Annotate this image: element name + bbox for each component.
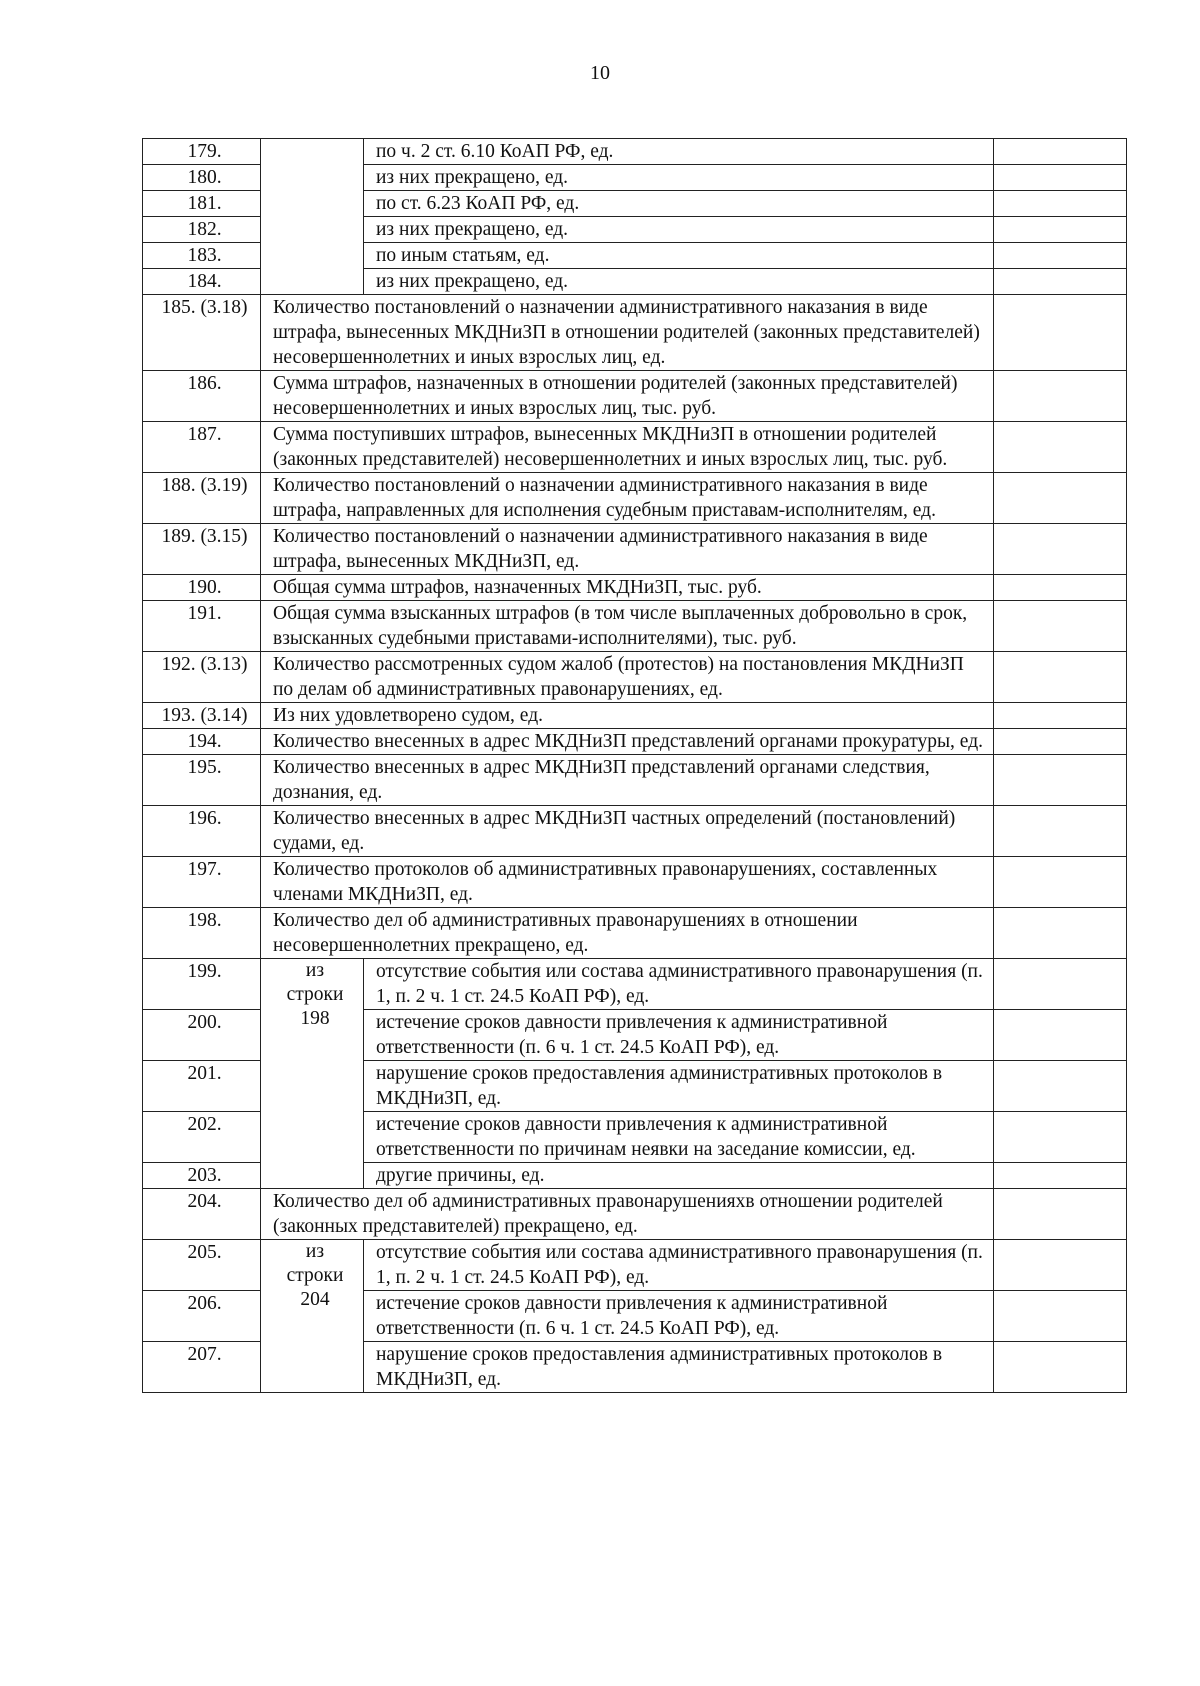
indicator-description: Из них удовлетворено судом, ед. [261, 703, 994, 729]
statistics-table [142, 138, 1127, 1393]
value-cell[interactable] [994, 191, 1127, 217]
row-number: 205. [143, 1240, 261, 1291]
sub-indicator-description: истечение сроков давности привлечения к административной ответственности (п. 6 ч. 1 ст. 24.5 КоАП РФ), ед. [364, 1010, 994, 1061]
table-row [143, 422, 1127, 473]
value-cell[interactable] [994, 1240, 1127, 1291]
table-row [143, 857, 1127, 908]
row-number: 188. (3.19) [143, 473, 261, 524]
value-cell[interactable] [994, 601, 1127, 652]
table-row [143, 806, 1127, 857]
table-row [143, 959, 1127, 1010]
row-number: 189. (3.15) [143, 524, 261, 575]
indicator-description: Сумма поступивших штрафов, вынесенных МКДНиЗП в отношении родителей (законных представителей) несовершеннолетних и иных взрослых лиц, тыс. руб. [261, 422, 994, 473]
value-cell[interactable] [994, 217, 1127, 243]
value-cell[interactable] [994, 575, 1127, 601]
value-cell[interactable] [994, 908, 1127, 959]
indicator-description: Количество дел об административных правонарушенияхв отношении родителей (законных представителей) прекращено, ед. [261, 1189, 994, 1240]
value-cell[interactable] [994, 371, 1127, 422]
value-cell[interactable] [994, 1163, 1127, 1189]
value-cell[interactable] [994, 652, 1127, 703]
value-cell[interactable] [994, 755, 1127, 806]
row-number: 184. [143, 269, 261, 295]
table-row [143, 295, 1127, 371]
table-row [143, 908, 1127, 959]
value-cell[interactable] [994, 295, 1127, 371]
indicator-description: Количество постановлений о назначении административного наказания в виде штрафа, вынесенных МКДНиЗП в отношении родителей (законных представителей) несовершеннолетних и иных взрослых лиц, ед. [261, 295, 994, 371]
indicator-description: Количество дел об административных правонарушениях в отношении несовершеннолетних прекращено, ед. [261, 908, 994, 959]
row-number: 193. (3.14) [143, 703, 261, 729]
table-row [143, 1240, 1127, 1291]
subgroup-label [261, 1240, 364, 1393]
indicator-description: Общая сумма штрафов, назначенных МКДНиЗП, тыс. руб. [261, 575, 994, 601]
value-cell[interactable] [994, 1342, 1127, 1393]
value-cell[interactable] [994, 165, 1127, 191]
table-row [143, 1189, 1127, 1240]
row-number: 181. [143, 191, 261, 217]
sub-indicator-description: из них прекращено, ед. [364, 269, 994, 295]
subgroup-label [261, 959, 364, 1189]
indicator-description: Количество протоколов об административных правонарушениях, составленных членами МКДНиЗП, ед. [261, 857, 994, 908]
value-cell[interactable] [994, 959, 1127, 1010]
table-row [143, 473, 1127, 524]
row-number: 197. [143, 857, 261, 908]
value-cell[interactable] [994, 1112, 1127, 1163]
sub-indicator-description: из них прекращено, ед. [364, 217, 994, 243]
row-number: 206. [143, 1291, 261, 1342]
table-row [143, 703, 1127, 729]
row-number: 195. [143, 755, 261, 806]
indicator-description: Количество внесенных в адрес МКДНиЗП представлений органами прокуратуры, ед. [261, 729, 994, 755]
value-cell[interactable] [994, 703, 1127, 729]
row-number: 182. [143, 217, 261, 243]
row-number: 196. [143, 806, 261, 857]
row-number: 198. [143, 908, 261, 959]
sub-indicator-description: истечение сроков давности привлечения к административной ответственности по причинам неявки на заседание комиссии, ед. [364, 1112, 994, 1163]
value-cell[interactable] [994, 269, 1127, 295]
subgroup-label-line: 204 [300, 1289, 330, 1310]
subgroup-label-line: из [305, 960, 325, 981]
table-row [143, 575, 1127, 601]
table-row [143, 729, 1127, 755]
row-number: 190. [143, 575, 261, 601]
indicator-description: Количество рассмотренных судом жалоб (протестов) на постановления МКДНиЗП по делам об административных правонарушениях, ед. [261, 652, 994, 703]
row-number: 191. [143, 601, 261, 652]
subgroup-label-line: из [305, 1241, 325, 1262]
sub-indicator-description: отсутствие события или состава административного правонарушения (п. 1, п. 2 ч. 1 ст. 24.5 КоАП РФ), ед. [364, 1240, 994, 1291]
row-number: 179. [143, 139, 261, 165]
table-row [143, 524, 1127, 575]
value-cell[interactable] [994, 1061, 1127, 1112]
value-cell[interactable] [994, 1291, 1127, 1342]
sub-indicator-description: из них прекращено, ед. [364, 165, 994, 191]
row-number: 180. [143, 165, 261, 191]
row-number: 199. [143, 959, 261, 1010]
table-row [143, 601, 1127, 652]
value-cell[interactable] [994, 139, 1127, 165]
sub-indicator-description: другие причины, ед. [364, 1163, 994, 1189]
subgroup-label-line: строки [286, 984, 344, 1005]
table-body [143, 139, 1127, 1393]
row-number: 203. [143, 1163, 261, 1189]
sub-indicator-description: нарушение сроков предоставления административных протоколов в МКДНиЗП, ед. [364, 1342, 994, 1393]
row-number: 187. [143, 422, 261, 473]
value-cell[interactable] [994, 1010, 1127, 1061]
row-number: 194. [143, 729, 261, 755]
sub-indicator-description: отсутствие события или состава административного правонарушения (п. 1, п. 2 ч. 1 ст. 24.5 КоАП РФ), ед. [364, 959, 994, 1010]
table-row [143, 755, 1127, 806]
indicator-description: Количество внесенных в адрес МКДНиЗП частных определений (постановлений) судами, ед. [261, 806, 994, 857]
value-cell[interactable] [994, 473, 1127, 524]
subgroup-label-line: строки [286, 1265, 344, 1286]
subgroup-label-line: 198 [300, 1008, 330, 1029]
row-number: 204. [143, 1189, 261, 1240]
sub-indicator-description: по ч. 2 ст. 6.10 КоАП РФ, ед. [364, 139, 994, 165]
indicator-description: Общая сумма взысканных штрафов (в том числе выплаченных добровольно в срок, взысканных судебными приставами-исполнителями), тыс. руб. [261, 601, 994, 652]
value-cell[interactable] [994, 243, 1127, 269]
table-row [143, 652, 1127, 703]
sub-indicator-description: по иным статьям, ед. [364, 243, 994, 269]
page-number: 10 [590, 62, 610, 84]
row-number: 186. [143, 371, 261, 422]
row-number: 183. [143, 243, 261, 269]
subgroup-label [261, 139, 364, 295]
indicator-description: Сумма штрафов, назначенных в отношении родителей (законных представителей) несовершеннолетних и иных взрослых лиц, тыс. руб. [261, 371, 994, 422]
value-cell[interactable] [994, 422, 1127, 473]
sub-indicator-description: истечение сроков давности привлечения к административной ответственности (п. 6 ч. 1 ст. 24.5 КоАП РФ), ед. [364, 1291, 994, 1342]
sub-indicator-description: нарушение сроков предоставления административных протоколов в МКДНиЗП, ед. [364, 1061, 994, 1112]
table-row [143, 139, 1127, 165]
row-number: 202. [143, 1112, 261, 1163]
value-cell[interactable] [994, 1189, 1127, 1240]
row-number: 207. [143, 1342, 261, 1393]
indicator-description: Количество внесенных в адрес МКДНиЗП представлений органами следствия, дознания, ед. [261, 755, 994, 806]
indicator-description: Количество постановлений о назначении административного наказания в виде штрафа, вынесенных МКДНиЗП, ед. [261, 524, 994, 575]
value-cell[interactable] [994, 857, 1127, 908]
value-cell[interactable] [994, 729, 1127, 755]
table-row [143, 371, 1127, 422]
row-number: 192. (3.13) [143, 652, 261, 703]
value-cell[interactable] [994, 806, 1127, 857]
row-number: 201. [143, 1061, 261, 1112]
indicator-description: Количество постановлений о назначении административного наказания в виде штрафа, направленных для исполнения судебным приставам-исполнителям, ед. [261, 473, 994, 524]
value-cell[interactable] [994, 524, 1127, 575]
row-number: 200. [143, 1010, 261, 1061]
row-number: 185. (3.18) [143, 295, 261, 371]
sub-indicator-description: по ст. 6.23 КоАП РФ, ед. [364, 191, 994, 217]
